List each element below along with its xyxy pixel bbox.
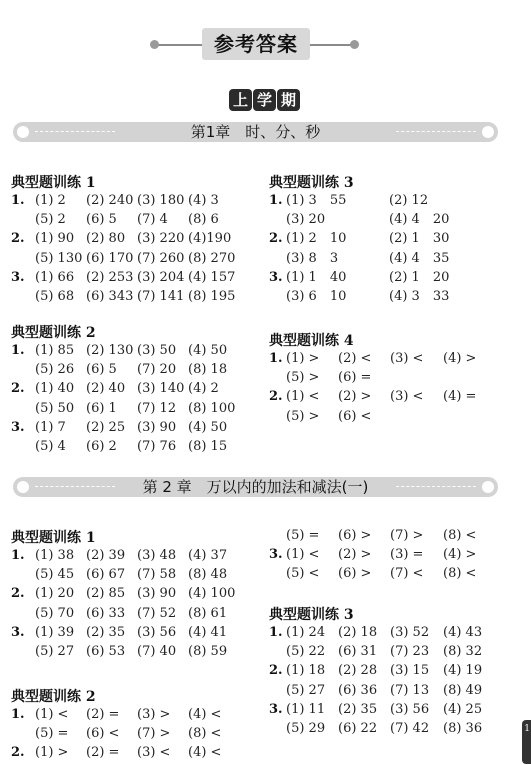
answer-cell: (2) 35 — [86, 624, 126, 640]
answer-cell: (4) 41 — [188, 624, 228, 640]
answer-cell: (6) > — [338, 528, 372, 543]
answer-cell: (2) > — [338, 547, 372, 563]
answer-cell: (8) 48 — [188, 567, 228, 583]
answer-cell: (4) 25 — [443, 701, 483, 717]
answer-cell: (4) 157 — [188, 269, 236, 285]
answer-cell: (4) 100 — [188, 586, 236, 602]
answer-cell: (7) 20 — [137, 362, 177, 378]
answer-cell: (4) < — [188, 745, 222, 761]
answer-cell: (4) 37 — [188, 548, 228, 563]
answer-cell: (1) < — [35, 707, 69, 722]
answer-row — [269, 192, 519, 210]
answer-cell: (4) > — [443, 547, 477, 563]
answer-row — [11, 605, 261, 623]
answer-cell: (2) 80 — [86, 231, 126, 247]
answer-row — [269, 350, 519, 368]
answer-cell: (4) = — [443, 389, 477, 405]
question-number: 2. — [269, 663, 283, 679]
chapter-1-title: 第1章 时、分、秒 — [190, 123, 321, 141]
answer-cell: (8) < — [443, 566, 477, 582]
chapter-2-banner — [13, 477, 498, 497]
answer-cell: (5) 26 — [35, 362, 75, 378]
answer-row — [11, 230, 261, 248]
answer-cell: (2) 28 — [338, 663, 378, 679]
question-number: 1. — [269, 625, 283, 640]
page-title: 参考答案 — [202, 28, 310, 60]
answer-cell: (1) 20 — [35, 586, 75, 602]
section-title: 典型题训练 1 — [11, 530, 96, 546]
question-number: 3. — [11, 419, 25, 435]
answer-cell: (7) 58 — [137, 567, 177, 583]
answer-cell: (1) 39 — [35, 624, 75, 640]
answer-cell: (1) 24 — [286, 625, 326, 640]
answer-row — [11, 725, 261, 743]
answer-cell: (6) 33 — [86, 605, 126, 621]
term-label — [229, 89, 301, 111]
answer-cell: (8) 6 — [188, 212, 219, 228]
answer-cell: (5) = — [35, 726, 69, 742]
answer-cell: (5) 68 — [35, 289, 75, 304]
answer-row — [11, 643, 261, 661]
answer-cell: (4) 3 33 — [389, 289, 450, 304]
answer-cell: (3) 20 — [286, 212, 326, 228]
answer-cell: (7) 141 — [137, 289, 185, 304]
answer-row — [269, 230, 519, 248]
question-number: 2. — [11, 586, 25, 602]
answer-cell: (8) 100 — [188, 400, 236, 416]
answer-row — [11, 585, 261, 603]
answer-cell: (3) = — [390, 547, 424, 563]
answer-cell: (4) 3 — [188, 193, 219, 208]
banner-dot — [482, 126, 494, 138]
answer-row — [269, 565, 519, 583]
answer-cell: (3) 90 — [137, 586, 177, 602]
question-number: 1. — [269, 193, 283, 208]
answer-cell: (5) 2 — [35, 212, 66, 228]
answer-row — [269, 288, 519, 306]
answer-cell: (2) 35 — [338, 701, 378, 717]
answer-cell: (8) 270 — [188, 250, 236, 266]
question-number: 3. — [269, 269, 283, 285]
answer-cell: (2) = — [86, 707, 120, 722]
answer-row — [11, 361, 261, 379]
answer-row — [269, 720, 519, 738]
answer-cell: (2) < — [338, 351, 372, 366]
answer-cell: (4) 4 35 — [389, 250, 450, 266]
answer-cell: (1) 2 — [35, 193, 66, 208]
answer-row — [11, 419, 261, 437]
answer-cell: (5) > — [286, 408, 320, 424]
answer-cell: (5) 27 — [35, 644, 75, 659]
answer-row — [269, 408, 519, 426]
answer-cell: (6) 53 — [86, 644, 126, 659]
header-right-dot — [350, 40, 359, 49]
answer-cell: (6) 170 — [86, 250, 134, 266]
answer-cell: (2) 40 — [86, 381, 126, 397]
answer-row — [269, 369, 519, 387]
answer-cell: (8) 195 — [188, 289, 236, 304]
answer-cell: (2) > — [338, 389, 372, 405]
answer-row — [11, 250, 261, 268]
answer-cell: (3) 6 10 — [286, 289, 347, 304]
answer-row — [269, 701, 519, 719]
banner-dot — [482, 481, 494, 493]
answer-cell: (7) 76 — [137, 439, 177, 454]
answer-row — [269, 624, 519, 642]
answer-cell: (6) 67 — [86, 567, 126, 583]
section-title: 典型题训练 4 — [269, 333, 354, 349]
answer-row — [269, 682, 519, 700]
question-number: 1. — [269, 351, 283, 366]
answer-cell: (4)190 — [188, 231, 232, 247]
answer-cell: (3) 48 — [137, 548, 177, 563]
question-number: 3. — [11, 624, 25, 640]
answer-cell: (3) < — [390, 351, 424, 366]
answer-row — [269, 250, 519, 268]
answer-cell: (5) 4 — [35, 439, 66, 454]
page-number-tab — [522, 720, 531, 764]
answer-cell: (1) 7 — [35, 419, 66, 435]
question-number: 2. — [269, 389, 283, 405]
answer-cell: (2) 240 — [86, 193, 134, 208]
answer-cell: (6) 31 — [338, 644, 378, 660]
answer-cell: (5) = — [286, 528, 320, 543]
answer-cell: (1) 85 — [35, 343, 75, 358]
answer-cell: (5) 29 — [286, 721, 326, 736]
answer-cell: (2) 25 — [86, 419, 126, 435]
answer-cell: (8) 36 — [443, 721, 483, 736]
term-char: 学 — [253, 89, 276, 111]
answer-cell: (3) 90 — [137, 419, 177, 435]
answer-cell: (6) 2 — [86, 439, 117, 454]
answer-cell: (3) > — [137, 707, 171, 722]
answer-cell: (1) 2 10 — [286, 231, 347, 247]
answer-cell: (3) 15 — [390, 663, 430, 679]
answer-cell: (1) 1 40 — [286, 269, 347, 285]
answer-cell: (7) 42 — [390, 721, 430, 736]
answer-row — [11, 342, 261, 360]
answer-cell: (8) < — [188, 726, 222, 742]
chapter-2-title: 第 2 章 万以内的加法和减法(一) — [142, 478, 369, 496]
answer-cell: (1) < — [286, 547, 320, 563]
answer-cell: (5) 70 — [35, 605, 75, 621]
answer-row — [11, 211, 261, 229]
header-left-line — [158, 44, 202, 46]
answer-cell: (4) 50 — [188, 343, 228, 358]
answer-cell: (2) 12 — [389, 193, 429, 208]
answer-cell: (1) 66 — [35, 269, 75, 285]
answer-cell: (4) > — [443, 351, 477, 366]
answer-cell: (8) 49 — [443, 682, 483, 698]
answer-cell: (1) 38 — [35, 548, 75, 563]
answer-cell: (1) > — [286, 351, 320, 366]
answer-cell: (8) < — [443, 528, 477, 543]
answer-cell: (7) 13 — [390, 682, 430, 698]
section-title: 典型题训练 3 — [269, 175, 354, 191]
header-right-line — [310, 44, 354, 46]
answer-row — [269, 662, 519, 680]
answer-cell: (2) = — [86, 745, 120, 761]
answer-cell: (3) 50 — [137, 343, 177, 358]
question-number: 2. — [11, 231, 25, 247]
answer-cell: (1) 40 — [35, 381, 75, 397]
question-number: 3. — [269, 701, 283, 717]
answer-cell: (2) 39 — [86, 548, 126, 563]
question-number: 1. — [11, 193, 25, 208]
answer-cell: (7) 23 — [390, 644, 430, 660]
answer-row — [269, 269, 519, 287]
answer-cell: (5) 22 — [286, 644, 326, 660]
answer-cell: (7) > — [390, 528, 424, 543]
answer-cell: (1) 3 55 — [286, 193, 347, 208]
answer-cell: (4) 50 — [188, 419, 228, 435]
answer-row — [11, 269, 261, 287]
answer-cell: (3) 220 — [137, 231, 185, 247]
answer-cell: (5) 45 — [35, 567, 75, 583]
answer-row — [269, 388, 519, 406]
answer-row — [269, 643, 519, 661]
answer-cell: (3) 204 — [137, 269, 185, 285]
answer-cell: (3) 8 3 — [286, 250, 339, 266]
answer-cell: (6) < — [86, 726, 120, 742]
answer-cell: (5) 50 — [35, 400, 75, 416]
answer-row — [11, 400, 261, 418]
answer-cell: (6) 5 — [86, 362, 117, 378]
answer-row — [11, 380, 261, 398]
answer-row — [11, 192, 261, 210]
question-number: 1. — [11, 343, 25, 358]
answer-cell: (5) > — [286, 370, 320, 386]
question-number: 3. — [269, 547, 283, 563]
page-header — [150, 28, 360, 62]
answer-cell: (1) < — [286, 389, 320, 405]
answer-cell: (3) 180 — [137, 193, 185, 208]
answer-row — [11, 706, 261, 724]
answer-cell: (2) 85 — [86, 586, 126, 602]
answer-cell: (6) > — [338, 566, 372, 582]
answer-cell: (7) 4 — [137, 212, 168, 228]
banner-dash — [396, 131, 476, 132]
question-number: 3. — [11, 269, 25, 285]
answer-cell: (7) 52 — [137, 605, 177, 621]
answer-cell: (5) 130 — [35, 250, 83, 266]
answer-row — [11, 566, 261, 584]
section-title: 典型题训练 1 — [11, 175, 96, 191]
answer-cell: (5) 27 — [286, 682, 326, 698]
answer-row — [11, 744, 261, 762]
answer-cell: (4) 2 — [188, 381, 219, 397]
answer-cell: (3) 52 — [390, 625, 430, 640]
question-number: 1. — [11, 707, 25, 722]
answer-cell: (6) 22 — [338, 721, 378, 736]
answer-cell: (3) 56 — [137, 624, 177, 640]
answer-row — [11, 288, 261, 306]
answer-cell: (4) < — [188, 707, 222, 722]
chapter-1-banner — [13, 122, 498, 142]
section-title: 典型题训练 2 — [11, 689, 96, 705]
answer-cell: (3) 140 — [137, 381, 185, 397]
question-number: 2. — [11, 381, 25, 397]
answer-cell: (1) 11 — [286, 701, 326, 717]
header-left-dot — [150, 40, 159, 49]
answer-cell: (8) 59 — [188, 644, 228, 659]
section-title: 典型题训练 2 — [11, 325, 96, 341]
answer-cell: (8) 15 — [188, 439, 228, 454]
answer-cell: (4) 19 — [443, 663, 483, 679]
answer-cell: (7) < — [390, 566, 424, 582]
term-char: 上 — [229, 89, 252, 111]
answer-cell: (4) 4 20 — [389, 212, 450, 228]
page-number: 1 — [524, 724, 530, 734]
answer-cell: (1) 18 — [286, 663, 326, 679]
answer-cell: (8) 61 — [188, 605, 228, 621]
answer-cell: (7) 260 — [137, 250, 185, 266]
section-title: 典型题训练 3 — [269, 607, 354, 623]
answer-cell: (4) 43 — [443, 625, 483, 640]
banner-dash — [396, 486, 476, 487]
question-number: 2. — [269, 231, 283, 247]
question-number: 1. — [11, 548, 25, 563]
answer-cell: (8) 18 — [188, 362, 228, 378]
answer-cell: (2) 253 — [86, 269, 134, 285]
answer-cell: (6) 36 — [338, 682, 378, 698]
answer-cell: (5) < — [286, 566, 320, 582]
answer-cell: (6) 1 — [86, 400, 117, 416]
answer-cell: (3) 56 — [390, 701, 430, 717]
answer-cell: (8) 32 — [443, 644, 483, 660]
answer-cell: (2) 18 — [338, 625, 378, 640]
answer-cell: (1) 90 — [35, 231, 75, 247]
answer-cell: (6) 5 — [86, 212, 117, 228]
answer-row — [11, 624, 261, 642]
answer-cell: (6) < — [338, 408, 372, 424]
term-char: 期 — [277, 89, 300, 111]
answer-cell: (2) 1 30 — [389, 231, 450, 247]
question-number: 2. — [11, 745, 25, 761]
answer-row — [269, 546, 519, 564]
answer-cell: (1) > — [35, 745, 69, 761]
answer-cell: (7) 40 — [137, 644, 177, 659]
answer-cell: (2) 130 — [86, 343, 134, 358]
answer-cell: (3) < — [390, 389, 424, 405]
answer-row — [11, 547, 261, 565]
answer-row — [269, 527, 519, 545]
answer-cell: (3) < — [137, 745, 171, 761]
answer-cell: (6) 343 — [86, 289, 134, 304]
answer-cell: (6) = — [338, 370, 372, 386]
answer-cell: (2) 1 20 — [389, 269, 450, 285]
answer-row — [11, 438, 261, 456]
answer-row — [269, 211, 519, 229]
answer-cell: (7) 12 — [137, 400, 177, 416]
answer-cell: (7) > — [137, 726, 171, 742]
